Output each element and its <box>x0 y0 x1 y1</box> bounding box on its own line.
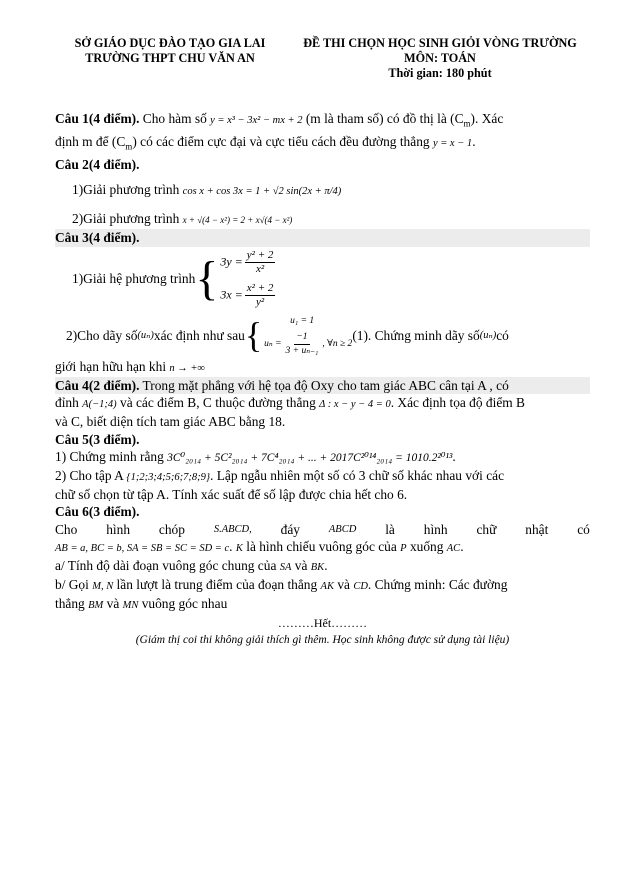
header-left <box>55 36 285 66</box>
q5-part2: 2) Cho tập A {1;2;3;4;5;6;7;8;9}. Lập ngẫu nhiên một số có 3 chữ số khác nhau với các <box>55 467 505 483</box>
q3-part2: 2)Cho dãy số (uₙ) xác định như sau { u₁ = 1 uₙ = $\frac{-1}{\text{3 + uₙ₋₁}}$ , ∀n ≥ 2 (1). Chứng minh dãy số (uₙ) có <box>55 313 590 358</box>
q6-line2: AB = a, BC = b, SA = SB = SC = SD = c. K là hình chiếu vuông góc của P xuống AC. <box>55 538 464 554</box>
brace-icon: { <box>195 251 219 305</box>
q6-part-b: b/ Gọi M, N lần lượt là trung điểm của đoạn thẳng AK và CD. Chứng minh: Các đường <box>55 577 508 593</box>
q4-line1: Câu 4(2 điểm). Trong mặt phẳng với hệ tọa độ Oxy cho tam giác ABC cân tại A , có <box>55 377 590 394</box>
q5-part1: 1) Chứng minh rằng 3C⁰₂₀₁₄ + 5C²₂₀₁₄ + 7C⁴₂₀₁₄ + ... + 2017C²⁰¹⁴₂₀₁₄ = 1010.2²⁰¹³. <box>55 448 456 464</box>
q1-title: Câu 1(4 điểm). <box>55 111 140 126</box>
header-right <box>290 36 590 81</box>
q1-line1: Câu 1(4 điểm). Cho hàm số y = x³ − 3x² − mx + 2 (m là tham số) có đồ thị là $(C_m)$. Xác <box>55 111 504 129</box>
q2-part1: 1)Giải phương trình cos x + cos 3x = 1 + √2 sin(2x + π/4) <box>72 181 342 197</box>
exam-body <box>55 110 590 649</box>
footer-note: (Giám thị coi thi không giải thích gì thêm. Học sinh không được sử dụng tài liệu) <box>135 633 510 646</box>
q4-title: Câu 4(2 điểm). <box>55 377 140 393</box>
department-name: SỞ GIÁO DỤC ĐÀO TẠO GIA LAI <box>74 36 266 50</box>
q6-part-b-line2: thẳng BM và MN vuông góc nhau <box>55 596 228 612</box>
q1-line2: định m để $(C_m)$ có các điểm cực đại và cực tiểu cách đều đường thẳng y = x − 1. <box>55 133 476 152</box>
q5-identity: 3C⁰₂₀₁₄ + 5C²₂₀₁₄ + 7C⁴₂₀₁₄ + ... + 2017C²⁰¹⁴₂₀₁₄ = 1010.2²⁰¹³ <box>167 451 453 464</box>
q2-part2: 2)Giải phương trình x + √(4 − x²) = 2 + x√(4 − x²) <box>72 211 293 227</box>
q3-sequence-def: { u₁ = 1 uₙ = $\frac{-1}{\text{3 + uₙ₋₁}}$ , ∀n ≥ 2 <box>244 315 353 356</box>
q4-line3: và C, biết diện tích tam giác ABC bằng 18. <box>55 414 286 430</box>
q3-title: Câu 3(4 điểm). <box>55 229 590 246</box>
q1-function: y = x³ − 3x² − mx + 2 <box>210 115 303 126</box>
subject: MÔN: TOÁN <box>404 51 476 65</box>
school-name: TRƯỜNG THPT CHU VĂN AN <box>85 51 255 65</box>
q6-title: Câu 6(3 điểm). <box>55 504 140 520</box>
q2-eq2: x + √(4 − x²) = 2 + x√(4 − x²) <box>182 215 293 226</box>
q6-part-a: a/ Tính độ dài đoạn vuông góc chung của SA và BK. <box>55 558 328 573</box>
time-limit: Thời gian: 180 phút <box>388 66 492 80</box>
q3-part2-line2: giới hạn hữu hạn khi n → +∞ <box>55 358 205 374</box>
exam-title: ĐỀ THI CHỌN HỌC SINH GIỎI VÒNG TRƯỜNG <box>303 36 577 50</box>
end-mark: ………Hết……… <box>277 615 368 630</box>
brace-icon: { <box>244 315 263 356</box>
q4-line2: đỉnh A(−1;4) và các điểm B, C thuộc đường thẳng Δ : x − y − 4 = 0. Xác định tọa độ điểm B <box>55 395 525 411</box>
q2-eq1: cos x + cos 3x = 1 + √2 sin(2x + π/4) <box>182 185 342 197</box>
q3-part1: 1)Giải hệ phương trình { 3y = $\frac{\text{y² + 2}}{\text{x²}}$ 3x = $\frac{\text{x² + 2}}{\text{y²}}$ <box>55 249 590 309</box>
q5-title: Câu 5(3 điểm). <box>55 431 140 447</box>
q6-line1: Cho hình chóp S.ABCD, đáy ABCD là hình chữ nhật có <box>55 521 590 537</box>
q3-system: { 3y = $\frac{\text{y² + 2}}{\text{x²}}$ 3x = $\frac{\text{x² + 2}}{\text{y²}}$ <box>195 248 274 308</box>
q2-title: Câu 2(4 điểm). <box>55 156 140 172</box>
q5-part2-line2: chữ số chọn từ tập A. Tính xác suất để số lập được chia hết cho 6. <box>55 487 408 503</box>
